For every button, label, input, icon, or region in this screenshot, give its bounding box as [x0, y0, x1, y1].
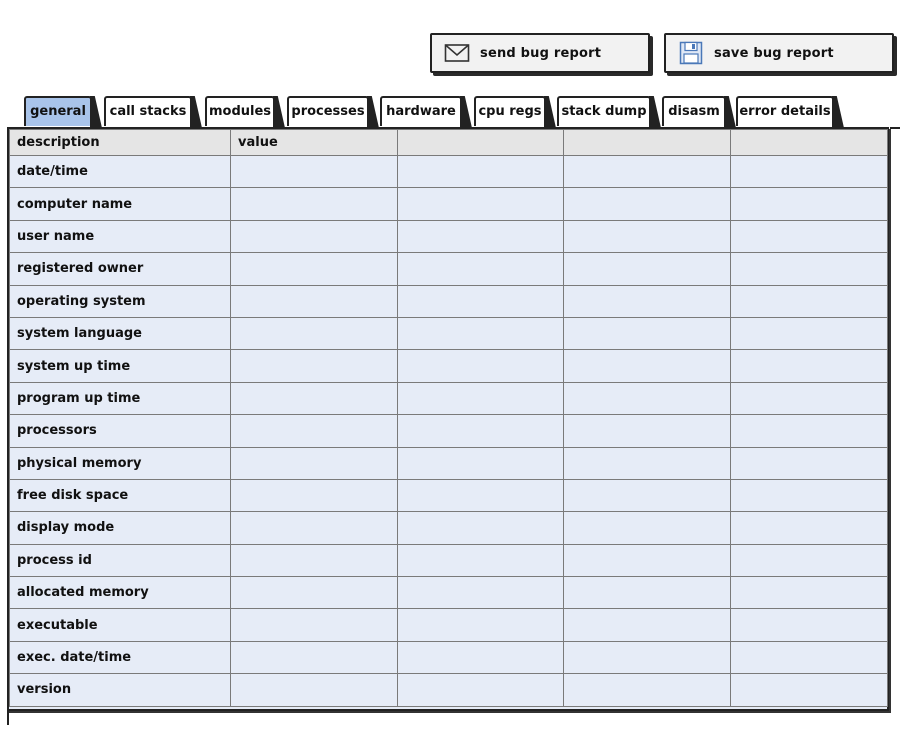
tab-label: call stacks — [109, 104, 187, 119]
row-empty-cell[interactable] — [398, 512, 564, 544]
row-empty-cell[interactable] — [398, 317, 564, 349]
table-row[interactable] — [10, 641, 888, 673]
row-value-cell[interactable] — [231, 156, 398, 188]
row-description-cell: user name — [10, 220, 231, 252]
tab-processes[interactable] — [287, 96, 369, 126]
row-empty-cell[interactable] — [398, 350, 564, 382]
row-description-cell: program up time — [10, 382, 231, 414]
row-value-cell[interactable] — [231, 350, 398, 382]
row-empty-cell[interactable] — [731, 382, 888, 414]
row-empty-cell[interactable] — [731, 253, 888, 285]
tab-label: stack dump — [561, 104, 647, 119]
column-header-description[interactable]: description — [10, 130, 231, 156]
row-value-cell[interactable] — [231, 285, 398, 317]
row-empty-cell[interactable] — [564, 512, 731, 544]
details-table — [9, 129, 888, 707]
row-value-cell[interactable] — [231, 479, 398, 511]
tab-label: error details — [739, 104, 831, 119]
envelope-icon — [442, 41, 472, 65]
row-empty-cell[interactable] — [398, 220, 564, 252]
row-description-cell: system up time — [10, 350, 231, 382]
row-description-cell: processors — [10, 415, 231, 447]
row-value-cell[interactable] — [231, 447, 398, 479]
tab-call-stacks[interactable] — [104, 96, 192, 126]
row-empty-cell[interactable] — [398, 156, 564, 188]
row-empty-cell[interactable] — [564, 220, 731, 252]
table-row[interactable] — [10, 512, 888, 544]
tab-baseline — [890, 127, 900, 129]
row-empty-cell[interactable] — [731, 544, 888, 576]
row-empty-cell[interactable] — [564, 317, 731, 349]
row-empty-cell[interactable] — [731, 156, 888, 188]
row-empty-cell[interactable] — [398, 674, 564, 706]
row-empty-cell[interactable] — [564, 479, 731, 511]
row-empty-cell[interactable] — [398, 415, 564, 447]
row-empty-cell[interactable] — [564, 415, 731, 447]
row-empty-cell[interactable] — [398, 577, 564, 609]
table-row[interactable] — [10, 447, 888, 479]
row-value-cell[interactable] — [231, 382, 398, 414]
row-description-cell: system language — [10, 317, 231, 349]
row-empty-cell[interactable] — [731, 479, 888, 511]
row-value-cell[interactable] — [231, 674, 398, 706]
row-empty-cell[interactable] — [731, 674, 888, 706]
row-empty-cell[interactable] — [564, 674, 731, 706]
tab-error-details[interactable] — [736, 96, 834, 126]
table-row[interactable] — [10, 674, 888, 706]
row-empty-cell[interactable] — [564, 544, 731, 576]
table-header-row — [10, 130, 888, 156]
save-bug-report-label: save bug report — [714, 45, 834, 61]
row-empty-cell[interactable] — [731, 350, 888, 382]
details-grid[interactable] — [7, 127, 889, 711]
row-empty-cell[interactable] — [564, 253, 731, 285]
row-value-cell[interactable] — [231, 544, 398, 576]
row-description-cell: display mode — [10, 512, 231, 544]
row-empty-cell[interactable] — [398, 479, 564, 511]
row-empty-cell[interactable] — [398, 188, 564, 220]
table-row[interactable] — [10, 382, 888, 414]
row-empty-cell[interactable] — [731, 512, 888, 544]
row-description-cell: free disk space — [10, 479, 231, 511]
tab-label: disasm — [668, 104, 720, 119]
row-empty-cell[interactable] — [564, 156, 731, 188]
row-empty-cell[interactable] — [731, 220, 888, 252]
table-row[interactable] — [10, 188, 888, 220]
row-empty-cell[interactable] — [731, 609, 888, 641]
save-bug-report-button[interactable] — [664, 33, 894, 73]
row-empty-cell[interactable] — [731, 447, 888, 479]
row-description-cell: exec. date/time — [10, 641, 231, 673]
tab-label: processes — [291, 104, 365, 119]
row-description-cell: computer name — [10, 188, 231, 220]
column-header-empty[interactable] — [564, 130, 731, 156]
tab-modules[interactable] — [205, 96, 275, 126]
table-row[interactable] — [10, 544, 888, 576]
row-empty-cell[interactable] — [564, 641, 731, 673]
row-empty-cell[interactable] — [398, 544, 564, 576]
row-value-cell[interactable] — [231, 188, 398, 220]
table-row[interactable] — [10, 577, 888, 609]
row-value-cell[interactable] — [231, 415, 398, 447]
send-bug-report-label: send bug report — [480, 45, 602, 61]
row-empty-cell[interactable] — [398, 285, 564, 317]
tab-hardware[interactable] — [380, 96, 462, 126]
row-value-cell[interactable] — [231, 641, 398, 673]
row-description-cell: physical memory — [10, 447, 231, 479]
row-empty-cell[interactable] — [398, 253, 564, 285]
table-row[interactable] — [10, 285, 888, 317]
tab-label: general — [30, 104, 86, 119]
table-row[interactable] — [10, 415, 888, 447]
tab-label: hardware — [386, 104, 456, 119]
row-description-cell: version — [10, 674, 231, 706]
column-header-value[interactable]: value — [231, 130, 398, 156]
row-description-cell: process id — [10, 544, 231, 576]
row-description-cell: date/time — [10, 156, 231, 188]
row-empty-cell[interactable] — [731, 285, 888, 317]
row-empty-cell[interactable] — [564, 285, 731, 317]
table-row[interactable] — [10, 317, 888, 349]
column-header-empty[interactable] — [398, 130, 564, 156]
row-empty-cell[interactable] — [731, 641, 888, 673]
row-empty-cell[interactable] — [398, 382, 564, 414]
row-empty-cell[interactable] — [398, 447, 564, 479]
row-description-cell: allocated memory — [10, 577, 231, 609]
row-value-cell[interactable] — [231, 317, 398, 349]
table-row[interactable] — [10, 253, 888, 285]
row-value-cell[interactable] — [231, 609, 398, 641]
tab-cpu-regs[interactable] — [474, 96, 546, 126]
row-empty-cell[interactable] — [731, 577, 888, 609]
row-value-cell[interactable] — [231, 220, 398, 252]
row-description-cell: registered owner — [10, 253, 231, 285]
column-header-empty[interactable] — [731, 130, 888, 156]
row-empty-cell[interactable] — [564, 350, 731, 382]
row-empty-cell[interactable] — [731, 317, 888, 349]
table-row[interactable] — [10, 479, 888, 511]
tab-label: cpu regs — [478, 104, 542, 119]
row-description-cell: operating system — [10, 285, 231, 317]
row-description-cell: executable — [10, 609, 231, 641]
table-row[interactable] — [10, 156, 888, 188]
row-empty-cell[interactable] — [564, 577, 731, 609]
tab-stack-dump[interactable] — [557, 96, 651, 126]
row-empty-cell[interactable] — [564, 609, 731, 641]
row-value-cell[interactable] — [231, 512, 398, 544]
row-empty-cell[interactable] — [398, 641, 564, 673]
row-empty-cell[interactable] — [731, 188, 888, 220]
row-empty-cell[interactable] — [564, 188, 731, 220]
row-empty-cell[interactable] — [398, 609, 564, 641]
row-empty-cell[interactable] — [564, 382, 731, 414]
grid-corner-line — [7, 711, 9, 725]
table-row[interactable] — [10, 350, 888, 382]
row-value-cell[interactable] — [231, 577, 398, 609]
tab-general[interactable] — [24, 96, 92, 126]
row-value-cell[interactable] — [231, 253, 398, 285]
table-row[interactable] — [10, 609, 888, 641]
tab-disasm[interactable] — [662, 96, 726, 126]
row-empty-cell[interactable] — [731, 415, 888, 447]
row-empty-cell[interactable] — [564, 447, 731, 479]
table-body — [10, 156, 888, 707]
table-row[interactable] — [10, 220, 888, 252]
floppy-disk-icon — [676, 41, 706, 65]
tab-label: modules — [208, 104, 272, 119]
send-bug-report-button[interactable] — [430, 33, 650, 73]
